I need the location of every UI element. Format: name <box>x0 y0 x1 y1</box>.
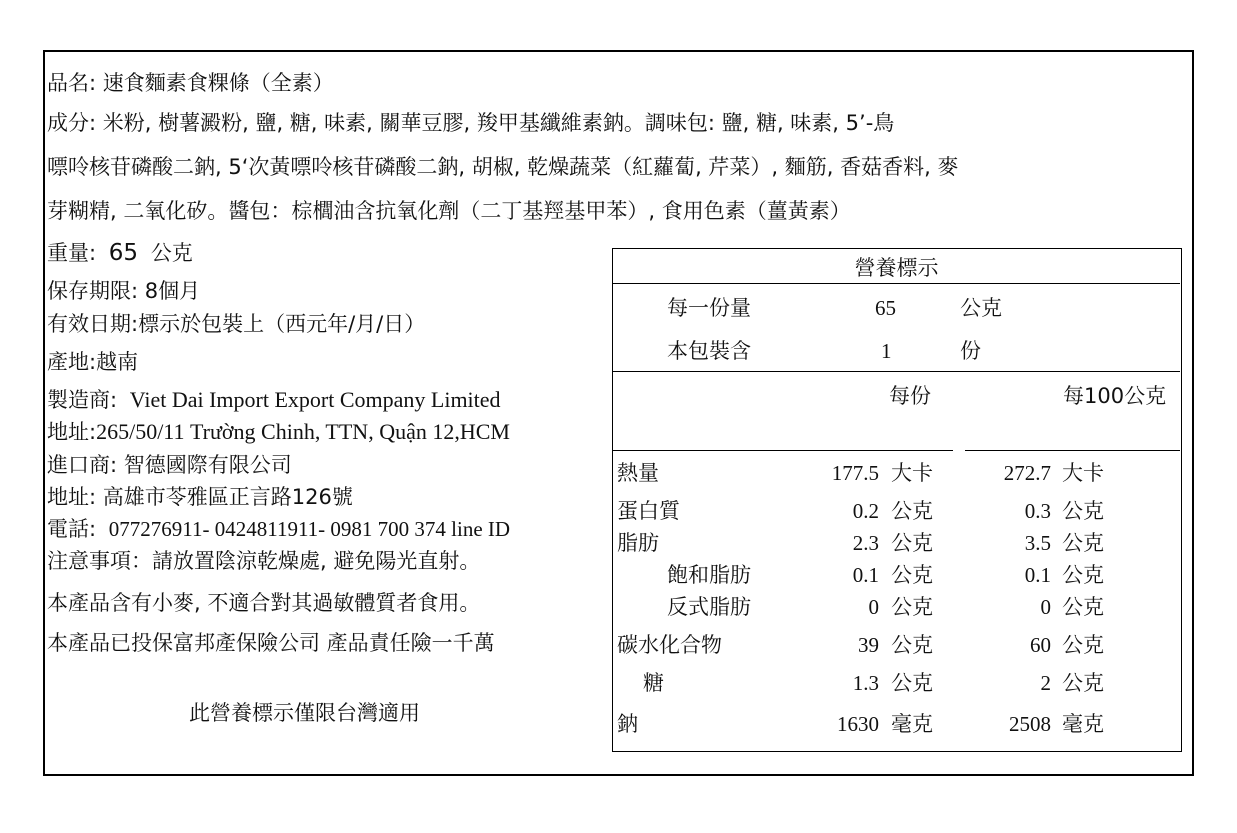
nutrient-name: 鈉 <box>617 712 638 736</box>
nutrient-name: 脂肪 <box>617 531 659 555</box>
per-100g-value: 0 <box>1040 595 1051 619</box>
per-100g-unit: 公克 <box>1062 633 1104 657</box>
manufacturer-address-line <box>47 419 510 445</box>
nutrition-title-rule <box>613 283 1180 284</box>
nutrition-table <box>612 248 1182 752</box>
per-100g-unit: 大卡 <box>1062 461 1104 485</box>
nutrient-name: 反式脂肪 <box>667 595 751 619</box>
per-100g-unit: 公克 <box>1062 499 1104 523</box>
manufacturer-name: Viet Dai Import Export Company Limited <box>129 387 501 412</box>
nutrition-title: 營養標示 <box>854 256 939 280</box>
per-100g-unit: 毫克 <box>1062 712 1104 736</box>
servings-unit: 份 <box>960 339 981 363</box>
nutrient-name: 碳水化合物 <box>617 633 722 657</box>
nutrient-name: 蛋白質 <box>617 499 680 523</box>
col-per-serving: 每份 <box>889 384 931 408</box>
product-name: 品名: 速食麵素食粿條（全素） <box>47 71 334 95</box>
per-100g-value: 60 <box>1030 633 1051 657</box>
insurance-note: 本產品已投保富邦產保險公司 產品責任險一千萬 <box>47 631 495 655</box>
phone-line <box>47 516 510 542</box>
ingredients-line-1: 成分: 米粉, 樹薯澱粉, 鹽, 糖, 味素, 關華豆膠, 羧甲基纖維素鈉。調味包: 鹽, 糖, 味素, 5’-鳥 <box>47 111 895 135</box>
serving-rule <box>613 371 1180 372</box>
manufacturer-address: 265/50/11 Trường Chinh, TTN, Quận 12,HCM <box>96 419 510 444</box>
per-serving-unit: 公克 <box>891 531 933 555</box>
expiry-date: 有效日期:標示於包裝上（西元年/月/日） <box>47 312 426 336</box>
per-serving-value: 0.2 <box>852 499 879 523</box>
ingredients-line-2: 嘌呤核苷磷酸二鈉, 5‘次黃嘌呤核苷磷酸二鈉, 胡椒, 乾燥蔬菜（紅蘿蔔, 芹菜）, 麵筋, 香菇香料, 麥 <box>47 155 959 179</box>
serving-size-unit: 公克 <box>960 296 1002 320</box>
manufacturer-label: 製造商: <box>47 388 118 412</box>
per-serving-unit: 公克 <box>891 563 933 587</box>
per-serving-unit: 毫克 <box>891 712 933 736</box>
per-100g-unit: 公克 <box>1062 671 1104 695</box>
allergen-note: 本產品含有小麥, 不適合對其過敏體質者食用。 <box>47 591 481 615</box>
manufacturer-address-label: 地址: <box>47 420 97 444</box>
caution-note: 注意事項：請放置陰涼乾燥處, 避免陽光直射。 <box>47 549 481 573</box>
per-100g-value: 2 <box>1040 671 1051 695</box>
ingredients-line-3: 芽糊精, 二氧化矽。醬包：棕櫚油含抗氧化劑（二丁基羥基甲苯）, 食用色素（薑黃素） <box>47 199 851 223</box>
importer: 進口商: 智德國際有限公司 <box>47 453 292 477</box>
per-serving-unit: 公克 <box>891 499 933 523</box>
per-serving-unit: 公克 <box>891 595 933 619</box>
origin: 產地:越南 <box>47 350 139 374</box>
per-serving-value: 0 <box>868 595 879 619</box>
weight-value: 65 <box>108 240 139 266</box>
nutrient-name: 糖 <box>643 671 664 695</box>
per-100g-unit: 公克 <box>1062 595 1104 619</box>
per-100g-value: 0.1 <box>1024 563 1051 587</box>
per-serving-value: 1630 <box>837 712 879 736</box>
phone-value: 077276911- 0424811911- 0981 700 374 line ID <box>108 517 511 541</box>
per-100g-unit: 公克 <box>1062 531 1104 555</box>
phone-label: 電話: <box>47 517 97 541</box>
per-serving-value: 0.1 <box>852 563 879 587</box>
col-per-100g: 每100公克 <box>1063 384 1167 408</box>
shelf-life: 保存期限: 8個月 <box>47 279 201 303</box>
servings-label: 本包裝含 <box>667 339 751 363</box>
weight-unit: 公克 <box>150 241 193 265</box>
serving-size-label: 每一份量 <box>667 296 751 320</box>
per-serving-value: 1.3 <box>852 671 879 695</box>
header-rule-right <box>965 450 1180 451</box>
per-serving-value: 177.5 <box>831 461 879 485</box>
per-serving-unit: 大卡 <box>891 461 933 485</box>
weight-line <box>47 240 193 266</box>
nutrient-name: 熱量 <box>617 461 659 485</box>
header-rule-left <box>613 450 953 451</box>
per-100g-value: 3.5 <box>1024 531 1051 555</box>
taiwan-only-note: 此營養標示僅限台灣適用 <box>189 701 420 725</box>
per-100g-unit: 公克 <box>1062 563 1104 587</box>
importer-address: 地址: 高雄市苓雅區正言路126號 <box>47 485 353 509</box>
serving-size-value: 65 <box>875 296 896 320</box>
per-serving-unit: 公克 <box>891 633 933 657</box>
per-serving-value: 2.3 <box>852 531 879 555</box>
manufacturer-line <box>47 387 501 413</box>
per-serving-unit: 公克 <box>891 671 933 695</box>
per-100g-value: 272.7 <box>1003 461 1051 485</box>
servings-value: 1 <box>881 339 892 363</box>
per-serving-value: 39 <box>858 633 879 657</box>
nutrient-name: 飽和脂肪 <box>667 563 751 587</box>
per-100g-value: 2508 <box>1009 712 1051 736</box>
weight-label: 重量: <box>47 241 97 265</box>
per-100g-value: 0.3 <box>1024 499 1051 523</box>
